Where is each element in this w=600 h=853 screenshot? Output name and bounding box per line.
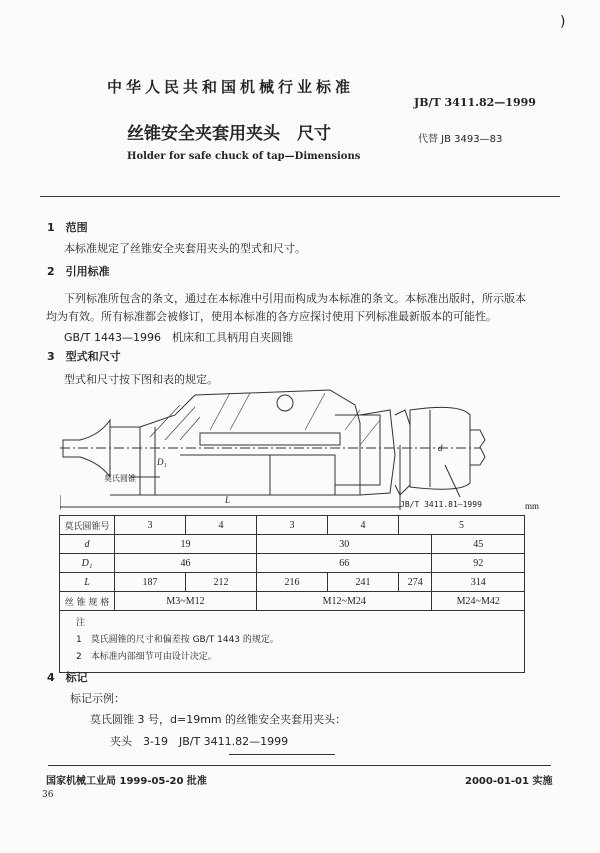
corner-mark: ) (560, 14, 566, 30)
table-cell: 丝 锥 规 格 (60, 592, 115, 611)
table-cell: 66 (257, 554, 432, 573)
table-notes (60, 611, 525, 673)
effective-date: 2000-01-01 实施 (465, 776, 553, 787)
marking-example-label: 标记示例： (70, 692, 125, 705)
table-cell: 241 (328, 573, 399, 592)
table-cell: 314 (432, 573, 525, 592)
table-row-d (60, 535, 525, 554)
standard-number: JB/T 3411.82—1999 (414, 96, 536, 109)
section-4-heading: 4 标记 (47, 671, 88, 684)
label-d: d (438, 443, 443, 453)
table-row-D1 (60, 554, 525, 573)
label-reference-standard: JB/T 3411.81—1999 (400, 500, 482, 509)
holder-drawing (60, 385, 560, 515)
title-cn: 丝锥安全夹套用夹头 尺寸 (127, 124, 331, 144)
label-D1: D₁ (157, 457, 167, 467)
section-2-reference: GB/T 1443—1996 机床和工具柄用自夹圆锥 (64, 331, 293, 344)
table-row-L (60, 573, 525, 592)
table-cell: 3 (115, 516, 186, 535)
table-cell: M12~M24 (257, 592, 432, 611)
table-cell: 274 (399, 573, 432, 592)
table-cell: 46 (115, 554, 257, 573)
table-cell: 187 (115, 573, 186, 592)
table-row-morse-taper (60, 516, 525, 535)
table-cell: D₁ (60, 554, 115, 573)
marking-example-code: 夹头 3-19 JB/T 3411.82—1999 (110, 735, 289, 748)
table-cell: 45 (432, 535, 525, 554)
table-cell: 3 (257, 516, 328, 535)
table-cell: d (60, 535, 115, 554)
end-rule (229, 754, 335, 755)
notes-title: 注 (76, 618, 86, 628)
unit-label: mm (525, 501, 540, 511)
table-cell: 212 (186, 573, 257, 592)
section-3-heading: 3 型式和尺寸 (47, 350, 121, 363)
replaces-note: 代替 JB 3493—83 (418, 134, 503, 145)
note-2: 2 本标准内部细节可由设计决定。 (76, 652, 217, 662)
table-cell: 5 (399, 516, 525, 535)
section-1-text: 本标准规定了丝锥安全夹套用夹头的型式和尺寸。 (64, 242, 306, 255)
section-2-text-2: 均为有效。所有标准都会被修订，使用本标准的各方应探讨使用下列标准最新版本的可能性。 (46, 310, 497, 323)
table-cell: 92 (432, 554, 525, 573)
org-title: 中华人民共和国机械行业标准 (107, 78, 355, 96)
section-1-heading: 1 范围 (47, 221, 88, 234)
page-number: 36 (42, 790, 54, 800)
title-en: Holder for safe chuck of tap—Dimensions (127, 151, 361, 162)
section-3-text: 型式和尺寸按下图和表的规定。 (64, 373, 218, 386)
section-2-heading: 2 引用标准 (47, 265, 110, 278)
table-row-tap-size (60, 592, 525, 611)
table-cell: L (60, 573, 115, 592)
approval-date: 国家机械工业局 1999-05-20 批准 (46, 776, 207, 787)
table-cell: M3~M12 (115, 592, 257, 611)
note-1: 1 莫氏圆锥的尺寸和偏差按 GB/T 1443 的规定。 (76, 635, 279, 645)
table-cell: 4 (328, 516, 399, 535)
table-cell: M24~M42 (432, 592, 525, 611)
header-rule (40, 196, 560, 197)
table-cell (60, 611, 525, 673)
label-morse-taper: 莫氏圆锥 (104, 474, 136, 483)
footer-rule (48, 765, 551, 766)
section-2-text-1: 下列标准所包含的条文，通过在本标准中引用而构成为本标准的条文。本标准出版时，所示版本 (64, 292, 526, 305)
dimensions-table (59, 515, 525, 673)
label-L: L (225, 495, 231, 505)
table-cell: 莫氏圆锥号 (60, 516, 115, 535)
table-cell: 4 (186, 516, 257, 535)
marking-example-description: 莫氏圆锥 3 号，d=19mm 的丝锥安全夹套用夹头： (90, 713, 347, 726)
table-cell: 30 (257, 535, 432, 554)
table-cell: 19 (115, 535, 257, 554)
table-cell: 216 (257, 573, 328, 592)
